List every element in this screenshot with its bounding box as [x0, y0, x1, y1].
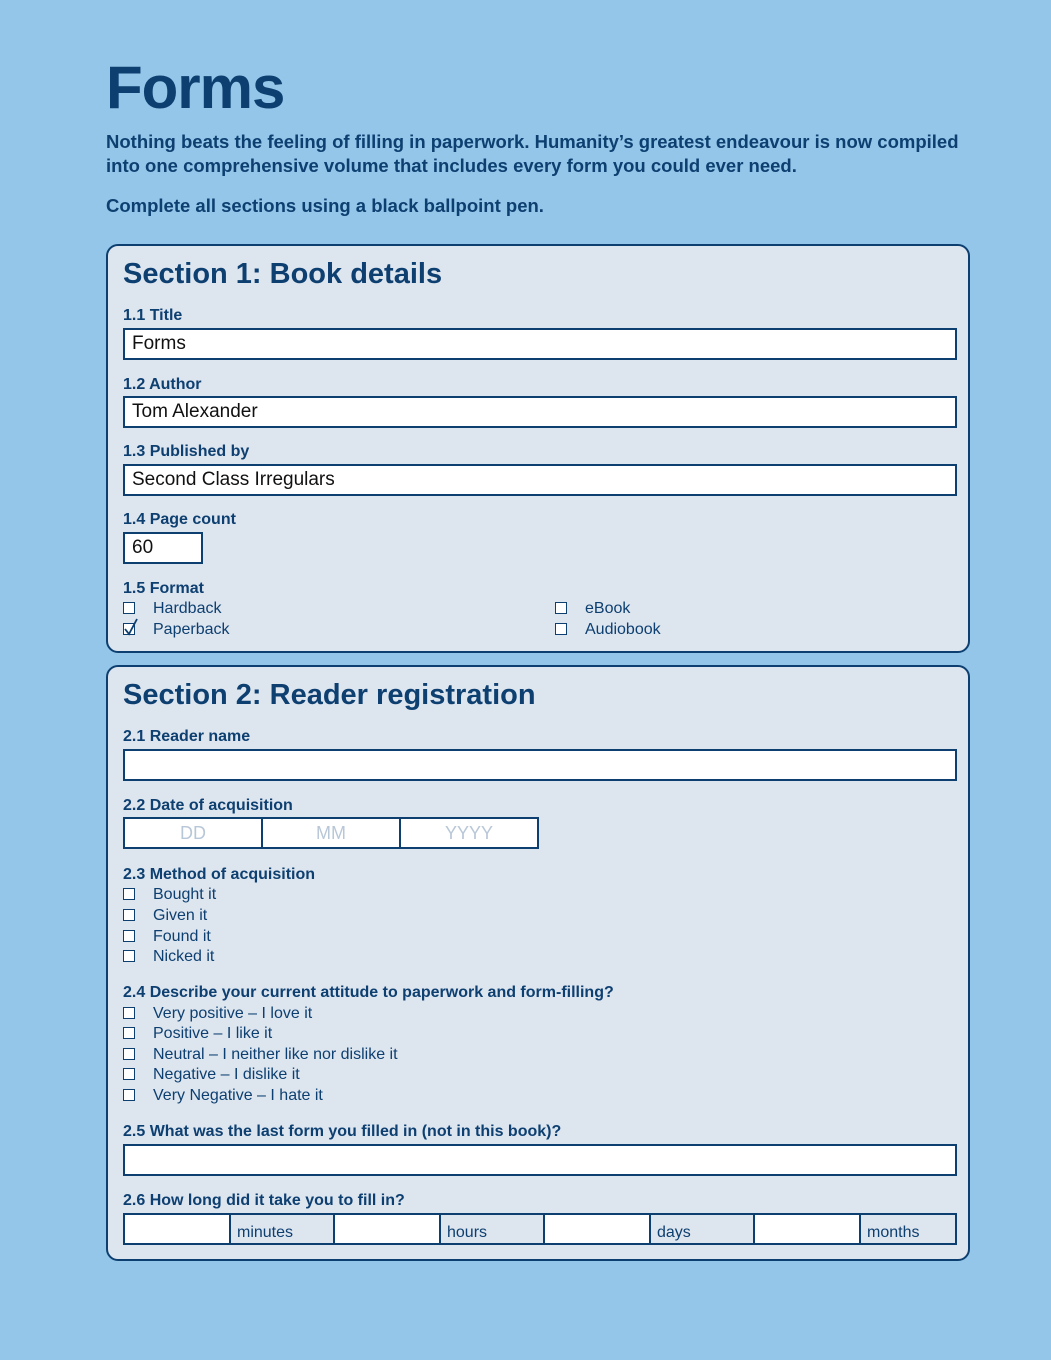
method-option[interactable]	[123, 906, 523, 926]
section-2-heading: Section 2: Reader registration	[123, 679, 536, 711]
method-option[interactable]	[123, 947, 523, 967]
page-count-label: 1.4 Page count	[123, 511, 236, 528]
unit-label: minutes	[231, 1215, 335, 1243]
attitude-option[interactable]	[123, 1086, 623, 1106]
section-book-details	[106, 244, 970, 653]
checkbox-checked[interactable]	[123, 623, 135, 635]
days-input[interactable]	[545, 1215, 651, 1243]
intro-text: Nothing beats the feeling of filling in paperwork. Humanity’s greatest endeavour is now compiled into one comprehensive volume that includes every form you could ever need.	[106, 131, 959, 176]
checkbox-label: Very Negative – I hate it	[153, 1087, 323, 1104]
minutes-input[interactable]	[125, 1215, 231, 1243]
checkbox-label: Paperback	[153, 621, 230, 638]
checkbox-label: Found it	[153, 928, 211, 945]
section-reader-registration	[106, 665, 970, 1261]
page-count-field[interactable]: 60	[123, 532, 203, 564]
attitude-option[interactable]	[123, 1045, 623, 1065]
checkbox-label: Very positive – I love it	[153, 1005, 313, 1022]
checkbox[interactable]	[123, 1007, 135, 1019]
checkbox[interactable]	[123, 1048, 135, 1060]
checkbox[interactable]	[555, 623, 567, 635]
format-option-ebook[interactable]	[555, 599, 855, 619]
attitude-label: 2.4 Describe your current attitude to paperwork and form-filling?	[123, 984, 614, 1001]
checkbox[interactable]	[555, 602, 567, 614]
checkbox[interactable]	[123, 888, 135, 900]
checkbox-label: Given it	[153, 907, 208, 924]
checkbox-label: Audiobook	[585, 621, 661, 638]
checkbox[interactable]	[123, 930, 135, 942]
page-title: Forms	[106, 54, 285, 121]
format-label: 1.5 Format	[123, 580, 204, 597]
checkbox-label: eBook	[585, 600, 631, 617]
checkbox-label: Nicked it	[153, 948, 215, 965]
title-field[interactable]: Forms	[123, 328, 957, 360]
hours-input[interactable]	[335, 1215, 441, 1243]
author-label: 1.2 Author	[123, 376, 202, 393]
format-option-audiobook[interactable]	[555, 620, 855, 640]
unit-label: days	[651, 1215, 755, 1243]
duration-label: 2.6 How long did it take you to fill in?	[123, 1192, 405, 1209]
checkbox-label: Positive – I like it	[153, 1025, 273, 1042]
attitude-option[interactable]	[123, 1024, 623, 1044]
duration-field	[123, 1213, 957, 1245]
checkbox-label: Hardback	[153, 600, 222, 617]
reader-name-field[interactable]	[123, 749, 957, 781]
section-1-heading: Section 1: Book details	[123, 258, 443, 290]
format-option-paperback[interactable]	[123, 620, 423, 640]
checkbox[interactable]	[123, 1089, 135, 1101]
author-field[interactable]: Tom Alexander	[123, 396, 957, 428]
checkbox[interactable]	[123, 1068, 135, 1080]
page-header	[106, 52, 972, 218]
attitude-option[interactable]	[123, 1004, 623, 1024]
date-label: 2.2 Date of acquisition	[123, 797, 293, 814]
checkmark-icon	[123, 618, 139, 636]
instruction-text: Complete all sections using a black ballpoint pen.	[106, 195, 544, 216]
checkbox[interactable]	[123, 1027, 135, 1039]
checkbox-label: Neutral – I neither like nor dislike it	[153, 1046, 398, 1063]
checkbox-label: Bought it	[153, 886, 217, 903]
checkbox[interactable]	[123, 909, 135, 921]
date-month-input[interactable]: MM	[263, 819, 401, 847]
format-option-hardback[interactable]	[123, 599, 423, 619]
attitude-option[interactable]	[123, 1065, 623, 1085]
date-day-input[interactable]: DD	[125, 819, 263, 847]
publisher-field[interactable]: Second Class Irregulars	[123, 464, 957, 496]
title-label: 1.1 Title	[123, 307, 183, 324]
last-form-field[interactable]	[123, 1144, 957, 1176]
method-option[interactable]	[123, 927, 523, 947]
checkbox[interactable]	[123, 602, 135, 614]
date-year-input[interactable]: YYYY	[444, 823, 494, 843]
checkbox[interactable]	[123, 950, 135, 962]
checkbox-label: Negative – I dislike it	[153, 1066, 300, 1083]
unit-label: hours	[441, 1215, 545, 1243]
date-field	[123, 817, 539, 849]
publisher-label: 1.3 Published by	[123, 443, 250, 460]
last-form-label: 2.5 What was the last form you filled in (not in this book)?	[123, 1123, 562, 1140]
method-label: 2.3 Method of acquisition	[123, 866, 316, 883]
method-option[interactable]	[123, 885, 523, 905]
reader-name-label: 2.1 Reader name	[123, 728, 251, 745]
months-input[interactable]	[755, 1215, 861, 1243]
unit-label: months	[861, 1215, 955, 1243]
